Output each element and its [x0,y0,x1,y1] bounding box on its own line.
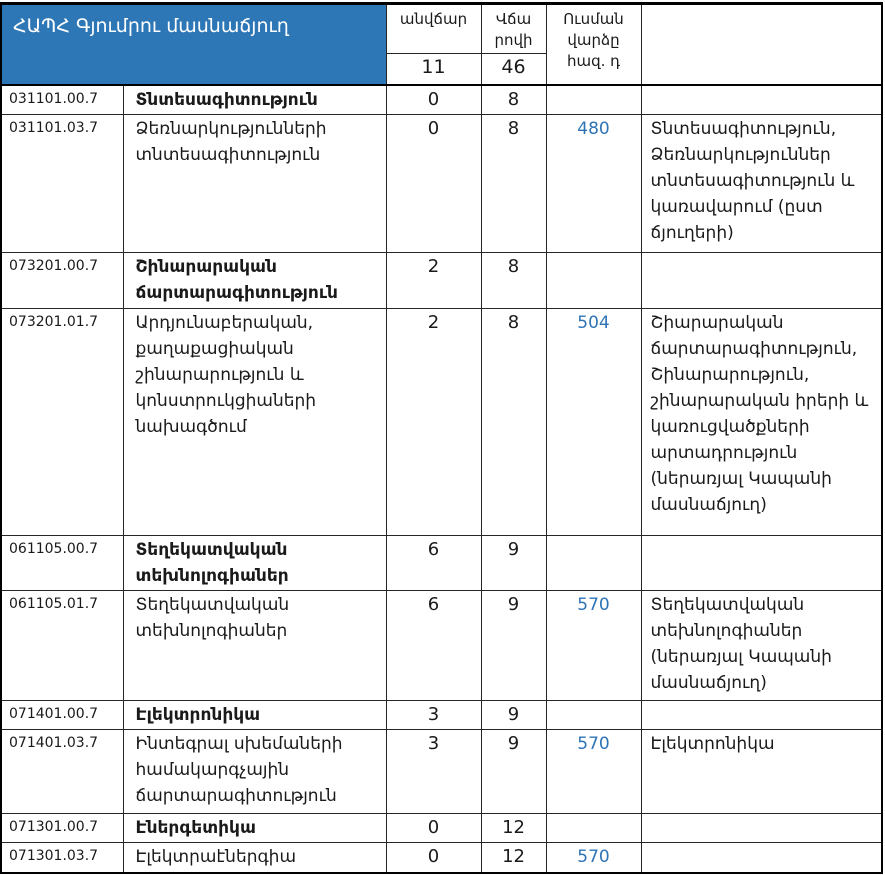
row-paid-seats: 9 [481,729,546,813]
row-notes: Էլեկտրոնիկա [641,729,882,813]
row-tuition-fee [546,252,641,308]
row-code: 073201.00.7 [1,252,123,308]
row-notes [641,252,882,308]
row-paid-seats: 8 [481,85,546,115]
table-row [1,308,882,535]
row-program-name: Ինտեգրալ սխեմաների համակարգչային ճարտարագիտություն [123,729,386,813]
notes-column-header [641,4,882,85]
table-row [1,590,882,700]
row-code: 031101.03.7 [1,114,123,252]
table-row [1,842,882,873]
table-row [1,700,882,729]
row-code: 071401.00.7 [1,700,123,729]
table-row [1,729,882,813]
paid-column-header: Վճա րովի [481,4,546,54]
row-notes: Տնտեսագիտություն, Ձեռնարկություններ տնտեսագիտություն և կառավարում (ըստ ճյուղերի) [641,114,882,252]
row-free-seats: 0 [386,813,481,842]
row-code: 073201.01.7 [1,308,123,535]
branch-title: ՀԱՊՀ Գյումրու մասնաճյուղ [1,4,386,85]
row-free-seats: 3 [386,729,481,813]
free-column-header: անվճար [386,4,481,54]
row-free-seats: 6 [386,535,481,590]
header-row-1 [1,4,882,54]
row-notes: Շիարարական ճարտարագիտություն, Շինարարություն, շինարարական իրերի և կառուցվածքների արտադրություն (ներառյալ Կապանի մասնաճյուղ) [641,308,882,535]
row-notes [641,813,882,842]
table-row [1,85,882,115]
row-free-seats: 6 [386,590,481,700]
paid-total: 46 [481,54,546,85]
row-free-seats: 2 [386,308,481,535]
row-notes: Տեղեկատվական տեխնոլոգիաներ (ներառյալ Կապանի մասնաճյուղ) [641,590,882,700]
row-code: 071401.03.7 [1,729,123,813]
row-tuition-fee [546,535,641,590]
table-row [1,114,882,252]
row-code: 061105.00.7 [1,535,123,590]
row-paid-seats: 9 [481,700,546,729]
row-tuition-fee: 480 [546,114,641,252]
row-paid-seats: 12 [481,813,546,842]
row-free-seats: 0 [386,85,481,115]
row-notes [641,700,882,729]
row-tuition-fee [546,700,641,729]
row-program-name: Արդյունաբերական, քաղաքացիական շինարարություն և կոնստրուկցիաների նախագծում [123,308,386,535]
row-program-name: Էներգետիկա [123,813,386,842]
table-row [1,813,882,842]
row-program-name: Շինարարական ճարտարագիտություն [123,252,386,308]
row-tuition-fee: 570 [546,842,641,873]
row-code: 031101.00.7 [1,85,123,115]
admissions-table [0,2,883,874]
row-paid-seats: 8 [481,252,546,308]
row-free-seats: 2 [386,252,481,308]
row-program-name: Էլեկտրաէներգիա [123,842,386,873]
row-tuition-fee [546,813,641,842]
row-code: 061105.01.7 [1,590,123,700]
row-paid-seats: 8 [481,308,546,535]
table-row [1,535,882,590]
tuition-column-header: Ուսման վարձը հազ. դ [546,4,641,85]
row-free-seats: 0 [386,114,481,252]
row-paid-seats: 8 [481,114,546,252]
row-notes [641,85,882,115]
row-tuition-fee: 570 [546,590,641,700]
row-paid-seats: 9 [481,590,546,700]
row-tuition-fee: 504 [546,308,641,535]
table-header [1,4,882,85]
row-free-seats: 3 [386,700,481,729]
table-body [1,85,882,874]
row-program-name: Տեղեկատվական տեխնոլոգիաներ [123,590,386,700]
row-program-name: Ձեռնարկությունների տնտեսագիտություն [123,114,386,252]
row-notes [641,535,882,590]
row-notes [641,842,882,873]
row-program-name: Տեղեկատվական տեխնոլոգիաներ [123,535,386,590]
row-program-name: Տնտեսագիտություն [123,85,386,115]
free-total: 11 [386,54,481,85]
row-code: 071301.03.7 [1,842,123,873]
row-paid-seats: 9 [481,535,546,590]
table-row [1,252,882,308]
row-program-name: Էլեկտրոնիկա [123,700,386,729]
row-tuition-fee [546,85,641,115]
row-tuition-fee: 570 [546,729,641,813]
row-code: 071301.00.7 [1,813,123,842]
row-free-seats: 0 [386,842,481,873]
row-paid-seats: 12 [481,842,546,873]
